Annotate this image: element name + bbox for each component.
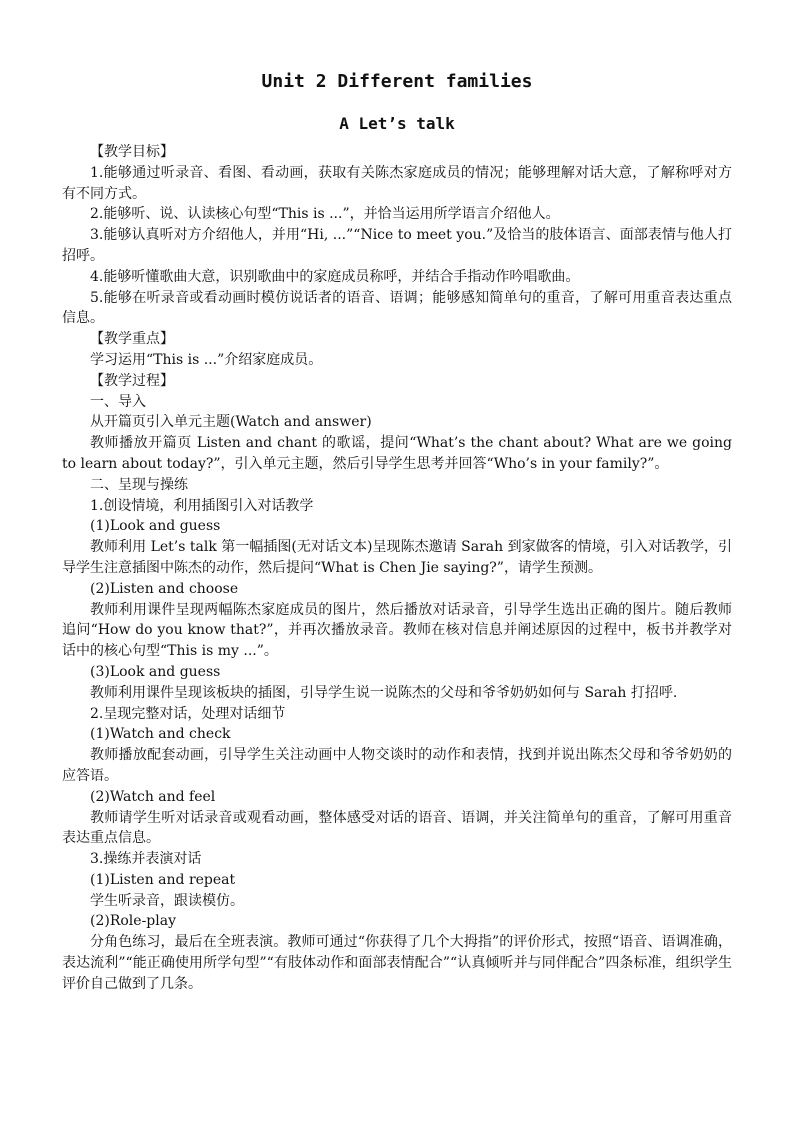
paragraph: 2.呈现完整对话，处理对话细节 (90, 705, 286, 722)
paragraph: (3)Look and guess (90, 663, 221, 680)
document-subtitle: A Let’s talk (339, 114, 455, 133)
paragraph: 教师利用 Let’s talk 第一幅插图(无对话文本)呈现陈杰邀请 Sarah 到家做客的情境，引入对话教学，引导学生注意插图中陈杰的动作，然后提问“What is Chen Jie saying?”，请学生预测。 (62, 539, 732, 576)
paragraph: 1.能够通过听录音、看图、看动画，获取有关陈杰家庭成员的情况；能够理解对话大意，了解称呼对方有不同方式。 (62, 164, 732, 202)
paragraph: 教师利用课件呈现该板块的插图，引导学生说一说陈杰的父母和爷爷奶奶如何与 Sarah 打招呼. (90, 684, 678, 701)
paragraph: 教师播放配套动画，引导学生关注动画中人物交谈时的动作和表情，找到并说出陈杰父母和爷爷奶奶的应答语。 (62, 747, 732, 784)
paragraph: (2)Role-play (90, 913, 176, 930)
paragraph: 教师请学生听对话录音或观看动画，整体感受对话的语音、语调，并关注简单句的重音，了解可用重音表达重点信息。 (62, 809, 732, 847)
paragraph: 2.能够听、说、认读核心句型“This is ...”，并恰当运用所学语言介绍他人。 (90, 206, 560, 223)
paragraph: (1)Watch and check (90, 726, 231, 743)
paragraph: 教师利用课件呈现两幅陈杰家庭成员的图片，然后播放对话录音，引导学生选出正确的图片。随后教师追问“How do you know that?”，并再次播放录音。教师在核对信息并阐述原因的过程中，板书并教学对话中的核心句型“This is my ...”。 (62, 601, 732, 660)
paragraph: (1)Listen and repeat (90, 871, 236, 888)
paragraph: 4.能够听懂歌曲大意，识别歌曲中的家庭成员称呼，并结合手指动作吟唱歌曲。 (90, 268, 580, 285)
paragraph: 学生听录音，跟读模仿。 (90, 892, 244, 909)
paragraph: 1.创设情境，利用插图引入对话教学 (90, 497, 314, 514)
paragraph: (2)Listen and choose (90, 580, 239, 597)
paragraph: 学习运用“This is ...”介绍家庭成员。 (90, 351, 323, 368)
paragraph: 3.能够认真听对方介绍他人，并用“Hi, ...”“Nice to meet you.”及恰当的肢体语言、面部表情与他人打招呼。 (62, 227, 732, 264)
document-body (62, 142, 732, 995)
paragraph: 5.能够在听录音或看动画时模仿说话者的语音、语调；能够感知简单句的重音，了解可用重音表达重点信息。 (62, 289, 732, 327)
paragraph: 分角色练习，最后在全班表演。教师可通过“你获得了几个大拇指”的评价形式，按照“语音、语调准确，表达流利”“能正确使用所学句型”“有肢体动作和面部表情配合”“认真倾听并与同伴配合”四条标准，组织学生评价自己做到了几条。 (62, 934, 732, 992)
paragraph: 【教学重点】 (90, 331, 174, 348)
paragraph: (1)Look and guess (90, 518, 221, 535)
paragraph: 一、导入 (90, 393, 146, 410)
paragraph: 【教学过程】 (90, 372, 174, 389)
document-title: Unit 2 Different families (261, 71, 533, 92)
paragraph: (2)Watch and feel (90, 788, 216, 805)
paragraph: 从开篇页引入单元主题(Watch and answer) (90, 414, 372, 431)
paragraph: 二、呈现与操练 (90, 476, 188, 493)
paragraph: 3.操练并表演对话 (90, 851, 202, 868)
paragraph: 教师播放开篇页 Listen and chant 的歌谣，提问“What’s the chant about? What are we going to learn about today?”，引入单元主题，然后引导学生思考并回答“Who’s in your family?”。 (62, 435, 732, 472)
paragraph: 【教学目标】 (90, 144, 174, 160)
